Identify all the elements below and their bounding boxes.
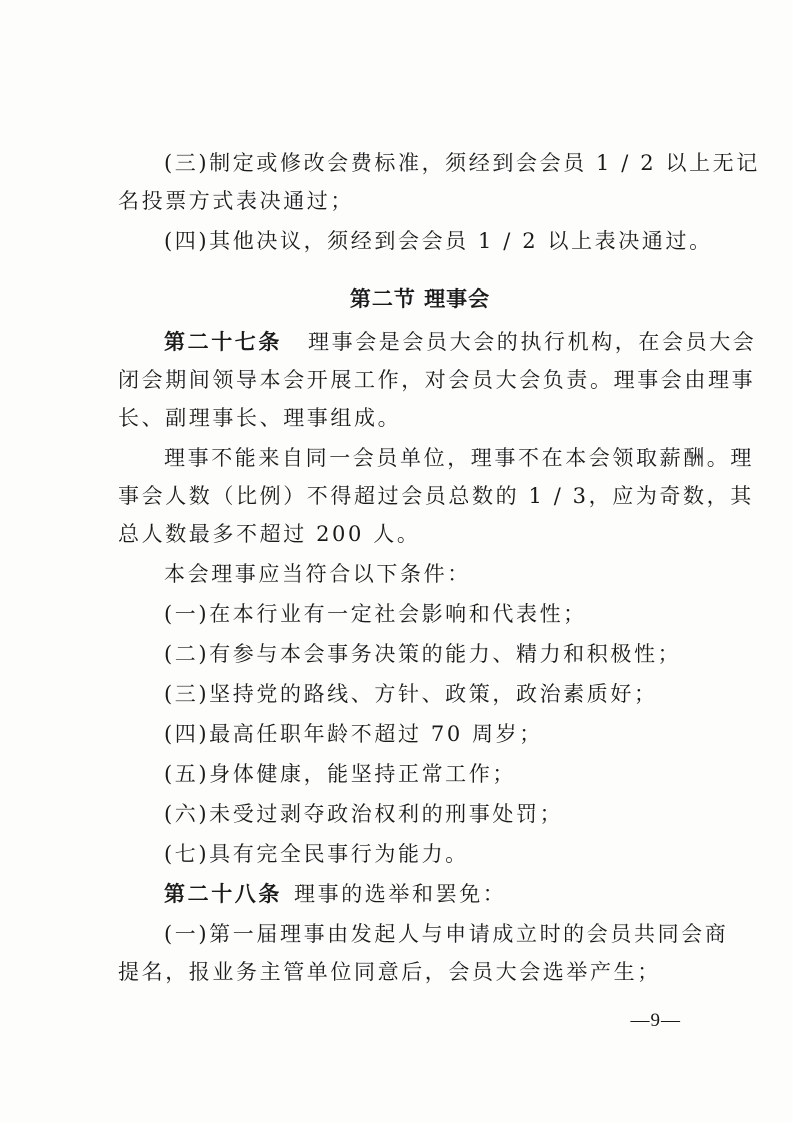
article-28-text: 理事的选举和罢免： bbox=[294, 882, 507, 906]
article-28-heading: 第二十八条 bbox=[164, 881, 282, 906]
article-27-line bbox=[118, 323, 757, 361]
paragraph-line: (一)第一届理事由发起人与申请成立时的会员共同会商 bbox=[164, 922, 729, 946]
paragraph-line: (四)其他决议，须经到会会员 1 / 2 以上表决通过。 bbox=[164, 229, 713, 253]
section-heading: 第二节 理事会 bbox=[349, 286, 491, 311]
condition-item: (六)未受过剥夺政治权利的刑事处罚； bbox=[164, 802, 564, 826]
page-number: —9— bbox=[630, 1010, 681, 1031]
paragraph-line: 理事不能来自同一会员单位，理事不在本会领取薪酬。理 bbox=[164, 446, 754, 470]
condition-item: (五)身体健康，能坚持正常工作； bbox=[164, 762, 516, 786]
paragraph-line: 总人数最多不超过 200 人。 bbox=[118, 522, 421, 546]
document-body bbox=[118, 144, 760, 991]
article-27-text: 理事会是会员大会的执行机构，在会员大会 bbox=[308, 330, 757, 354]
paragraph-line: 本会理事应当符合以下条件： bbox=[164, 562, 471, 586]
condition-item: (一)在本行业有一定社会影响和代表性； bbox=[164, 602, 587, 626]
paragraph-line: 名投票方式表决通过； bbox=[118, 189, 354, 213]
condition-item: (四)最高任职年龄不超过 70 周岁； bbox=[164, 722, 543, 746]
paragraph-line: 长、副理事长、理事组成。 bbox=[118, 406, 402, 430]
article-28-line bbox=[118, 875, 708, 913]
article-27-heading: 第二十七条 bbox=[164, 329, 282, 354]
paragraph-line: 事会人数（比例）不得超过会员总数的 1 / 3，应为奇数，其 bbox=[118, 484, 754, 508]
condition-item: (七)具有完全民事行为能力。 bbox=[164, 842, 469, 866]
paragraph-line: 提名，报业务主管单位同意后，会员大会选举产生； bbox=[118, 960, 661, 984]
paragraph-line: (三)制定或修改会费标准，须经到会会员 1 / 2 以上无记 bbox=[164, 151, 760, 175]
paragraph-line: 闭会期间领导本会开展工作，对会员大会负责。理事会由理事 bbox=[118, 368, 756, 392]
condition-item: (三)坚持党的路线、方针、政策，政治素质好； bbox=[164, 682, 658, 706]
condition-item: (二)有参与本会事务决策的能力、精力和积极性； bbox=[164, 642, 682, 666]
